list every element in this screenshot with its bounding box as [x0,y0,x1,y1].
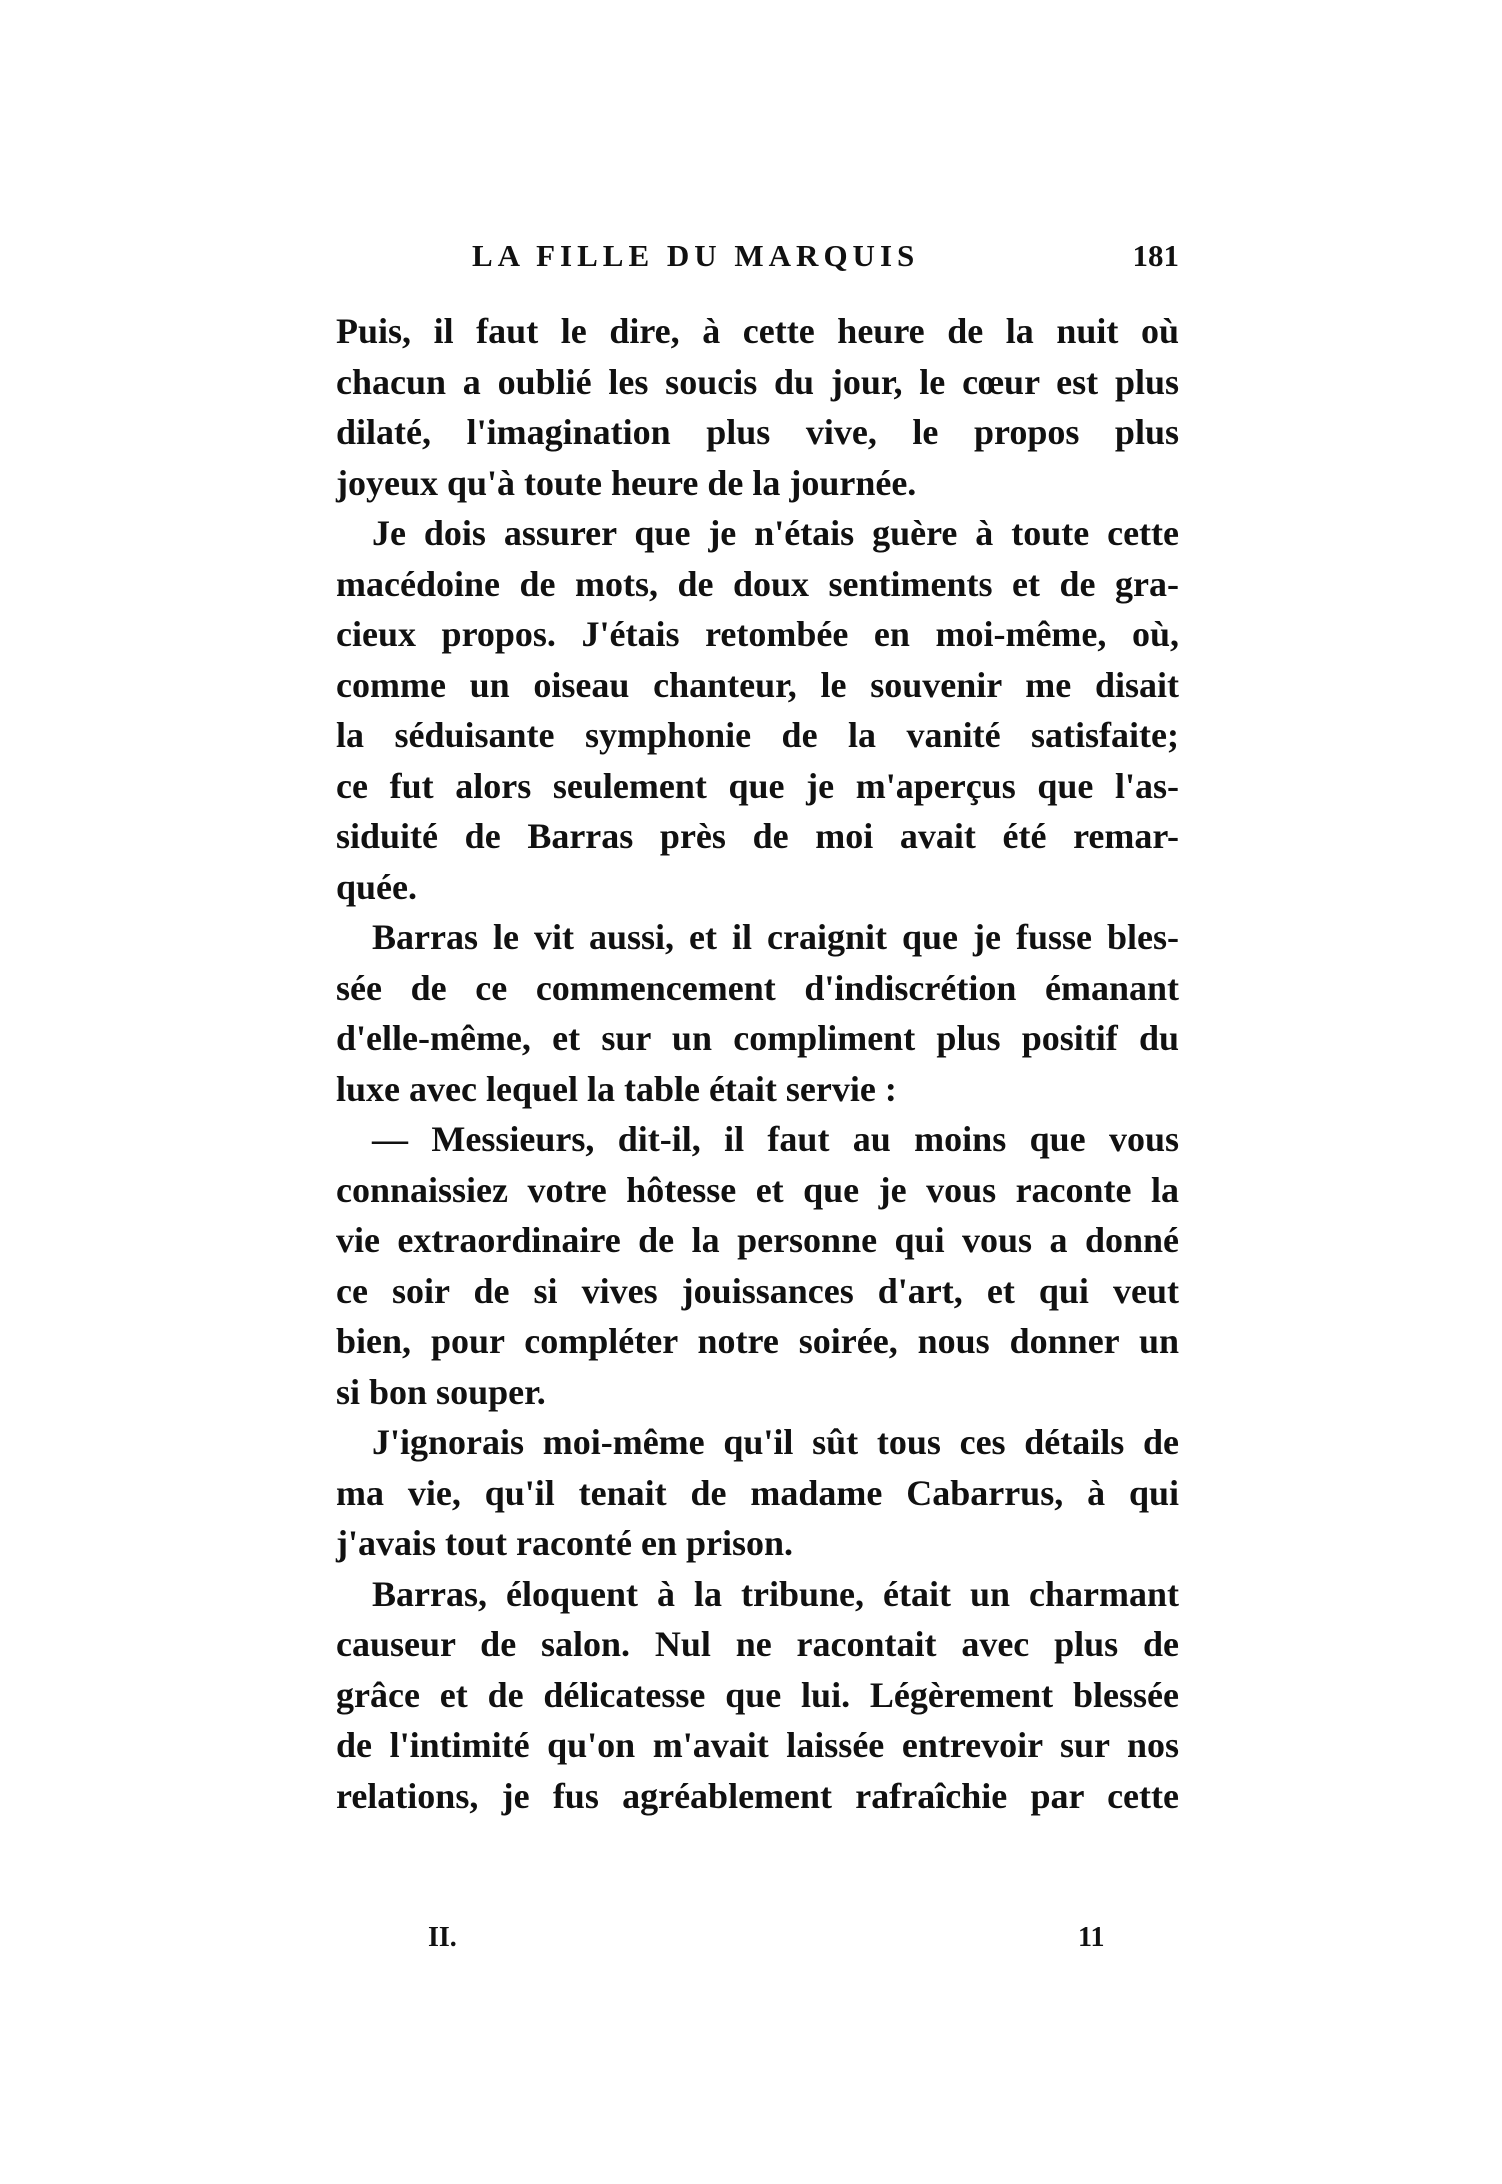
text-line: de l'intimité qu'on m'avait laissée entrevoir sur nos [336,1725,1179,1765]
paragraph [336,1569,1179,1822]
text-line: relations, je fus agréablement rafraîchie par cette [336,1775,1179,1816]
text-line: si bon souper. [336,1371,546,1412]
paragraph [336,306,1179,508]
text-line: Barras le vit aussi, et il craignit que je fusse bles- [372,917,1179,957]
text-line: grâce et de délicatesse que lui. Légèrement blessée [336,1674,1179,1715]
body-text [336,306,1179,1821]
paragraph [336,912,1179,1114]
text-line: vie extraordinaire de la personne qui vous a donné [336,1220,1179,1260]
text-line: luxe avec lequel la table était servie : [336,1068,897,1109]
volume-signature: II. [428,1922,457,1953]
text-line: bien, pour compléter notre soirée, nous donner un [336,1321,1179,1361]
text-line: j'avais tout raconté en prison. [336,1523,793,1563]
text-line: quée. [336,866,417,907]
running-head [336,238,1179,284]
page-number: 181 [1132,238,1179,273]
text-line: causeur de salon. Nul ne racontait avec plus de [336,1624,1179,1664]
text-line: cieux propos. J'étais retombée en moi-même, où, [336,614,1179,654]
text-line: comme un oiseau chanteur, le souvenir me disait [336,664,1179,705]
text-line: d'elle-même, et sur un compliment plus positif du [336,1018,1179,1058]
text-line: macédoine de mots, de doux sentiments et de gra- [336,563,1179,604]
running-title: LA FILLE DU MARQUIS [472,238,920,273]
text-line: connaissiez votre hôtesse et que je vous raconte la [336,1169,1179,1210]
text-line: Puis, il faut le dire, à cette heure de la nuit où [336,311,1179,351]
text-line: joyeux qu'à toute heure de la journée. [336,462,917,503]
text-line: ce fut alors seulement que je m'aperçus que l'as- [336,765,1179,806]
paragraph [336,1114,1179,1417]
text-line: — Messieurs, dit-il, il faut au moins que vous [372,1119,1179,1159]
paragraph [336,508,1179,912]
text-line: la séduisante symphonie de la vanité satisfaite; [336,715,1179,755]
text-line: J'ignorais moi-même qu'il sût tous ces détails de [372,1422,1179,1462]
text-line: Je dois assurer que je n'étais guère à toute cette [372,513,1179,553]
text-line: sée de ce commencement d'indiscrétion émanant [336,967,1179,1008]
paragraph [336,1417,1179,1569]
text-line: chacun a oublié les soucis du jour, le cœur est plus [336,361,1179,402]
text-line: Barras, éloquent à la tribune, était un charmant [372,1573,1179,1614]
text-line: siduité de Barras près de moi avait été remar- [336,816,1179,856]
sheet-signature: 11 [1078,1922,1105,1953]
text-line: ma vie, qu'il tenait de madame Cabarrus, à qui [336,1472,1179,1513]
text-line: dilaté, l'imagination plus vive, le propos plus [336,412,1179,452]
text-line: ce soir de si vives jouissances d'art, et qui veut [336,1270,1179,1311]
